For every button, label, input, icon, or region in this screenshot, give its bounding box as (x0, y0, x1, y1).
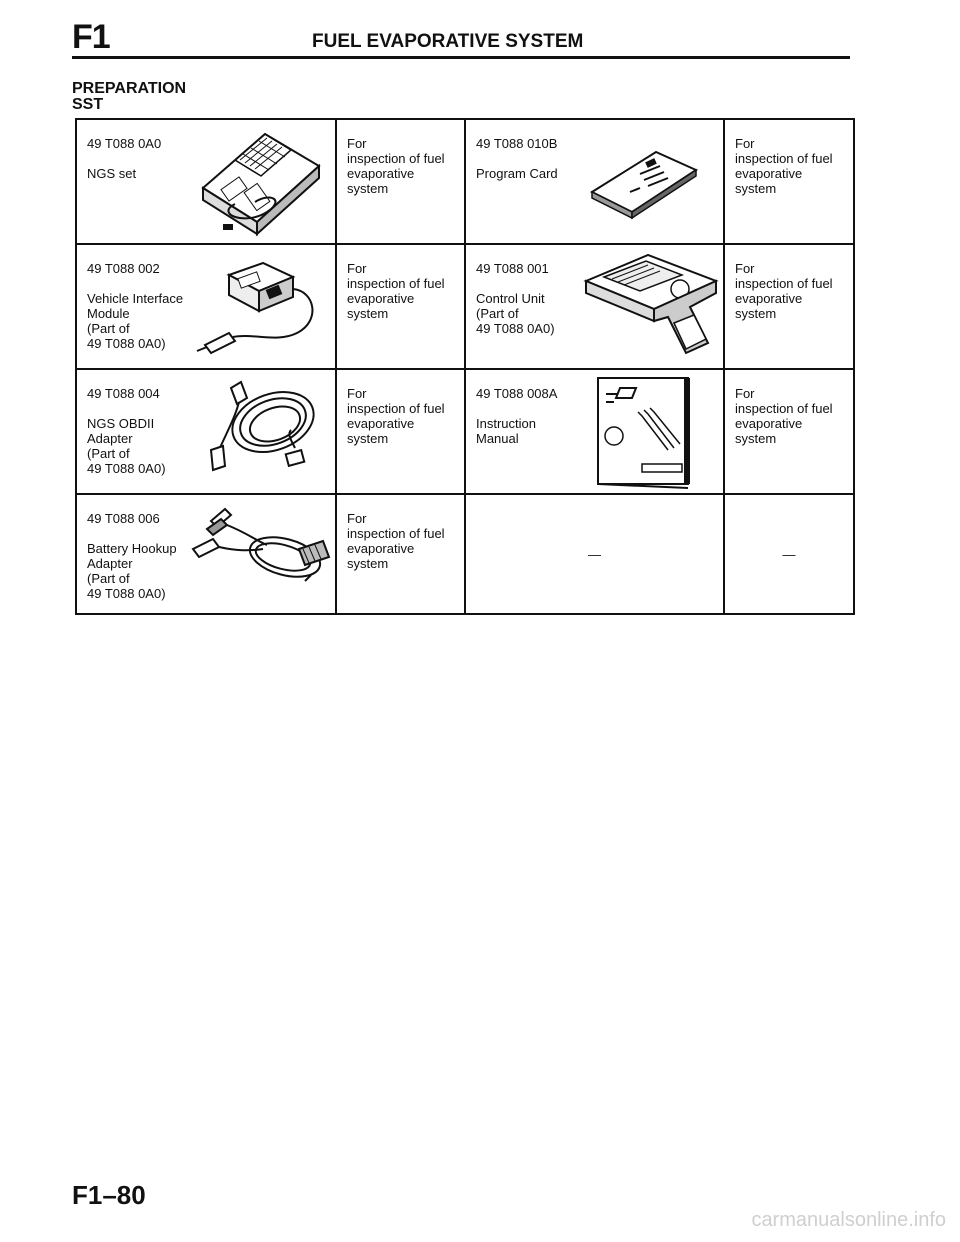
tool-cell (76, 369, 336, 494)
tool-cell (76, 119, 336, 244)
use-cell (336, 494, 465, 614)
empty-dash: — (782, 546, 796, 562)
part-number: 49 T088 008A (476, 386, 558, 401)
part-number: 49 T088 004 (87, 386, 160, 401)
interface-module-icon (193, 259, 328, 357)
use-cell (336, 244, 465, 369)
sst-heading: SST (72, 96, 104, 113)
tool-use: For inspection of fuel evaporative system (347, 511, 445, 571)
section-code: F1 (72, 18, 110, 56)
tool-description: Vehicle Interface Module (Part of 49 T088 0A0) (87, 291, 184, 351)
control-unit-icon (582, 251, 722, 359)
tool-cell (76, 494, 336, 614)
table-row (76, 119, 854, 244)
tool-description: Battery Hookup Adapter (Part of 49 T088 0A0) (87, 541, 177, 601)
instruction-manual-icon (588, 372, 700, 490)
tool-cell (465, 244, 724, 369)
tool-description: Instruction Manual (476, 416, 536, 446)
preparation-heading: PREPARATION (72, 80, 187, 97)
use-cell (724, 369, 854, 494)
empty-use-cell (724, 494, 854, 614)
tool-description: NGS set (87, 166, 137, 181)
table-row (76, 494, 854, 614)
table-row (76, 244, 854, 369)
tool-description: NGS OBDII Adapter (Part of 49 T088 0A0) (87, 416, 166, 476)
watermark: carmanualsonline.info (751, 1209, 946, 1231)
use-cell (724, 119, 854, 244)
page-title: FUEL EVAPORATIVE SYSTEM (312, 31, 584, 52)
battery-hookup-icon (187, 505, 335, 589)
obd-adapter-icon (195, 378, 325, 484)
use-cell (336, 119, 465, 244)
program-card-icon (588, 148, 700, 220)
tool-use: For inspection of fuel evaporative system (735, 261, 833, 321)
part-number: 49 T088 002 (87, 261, 160, 276)
tool-use: For inspection of fuel evaporative system (347, 386, 445, 446)
tool-cell (76, 244, 336, 369)
empty-tool-cell (465, 494, 724, 614)
tool-cell (465, 119, 724, 244)
tool-case-icon (195, 126, 325, 238)
tool-description: Control Unit (Part of 49 T088 0A0) (476, 291, 555, 336)
tool-cell (465, 369, 724, 494)
page-number: F1–80 (72, 1180, 146, 1210)
part-number: 49 T088 006 (87, 511, 160, 526)
tool-use: For inspection of fuel evaporative system (735, 136, 833, 196)
use-cell (336, 369, 465, 494)
part-number: 49 T088 0A0 (87, 136, 162, 151)
title-rule (72, 56, 850, 59)
tool-use: For inspection of fuel evaporative system (347, 136, 445, 196)
part-number: 49 T088 001 (476, 261, 549, 276)
tool-use: For inspection of fuel evaporative system (735, 386, 833, 446)
empty-dash: — (588, 546, 601, 562)
tool-description: Program Card (476, 166, 558, 181)
tool-use: For inspection of fuel evaporative system (347, 261, 445, 321)
use-cell (724, 244, 854, 369)
part-number: 49 T088 010B (476, 136, 558, 151)
sst-table (75, 118, 855, 615)
table-row (76, 369, 854, 494)
